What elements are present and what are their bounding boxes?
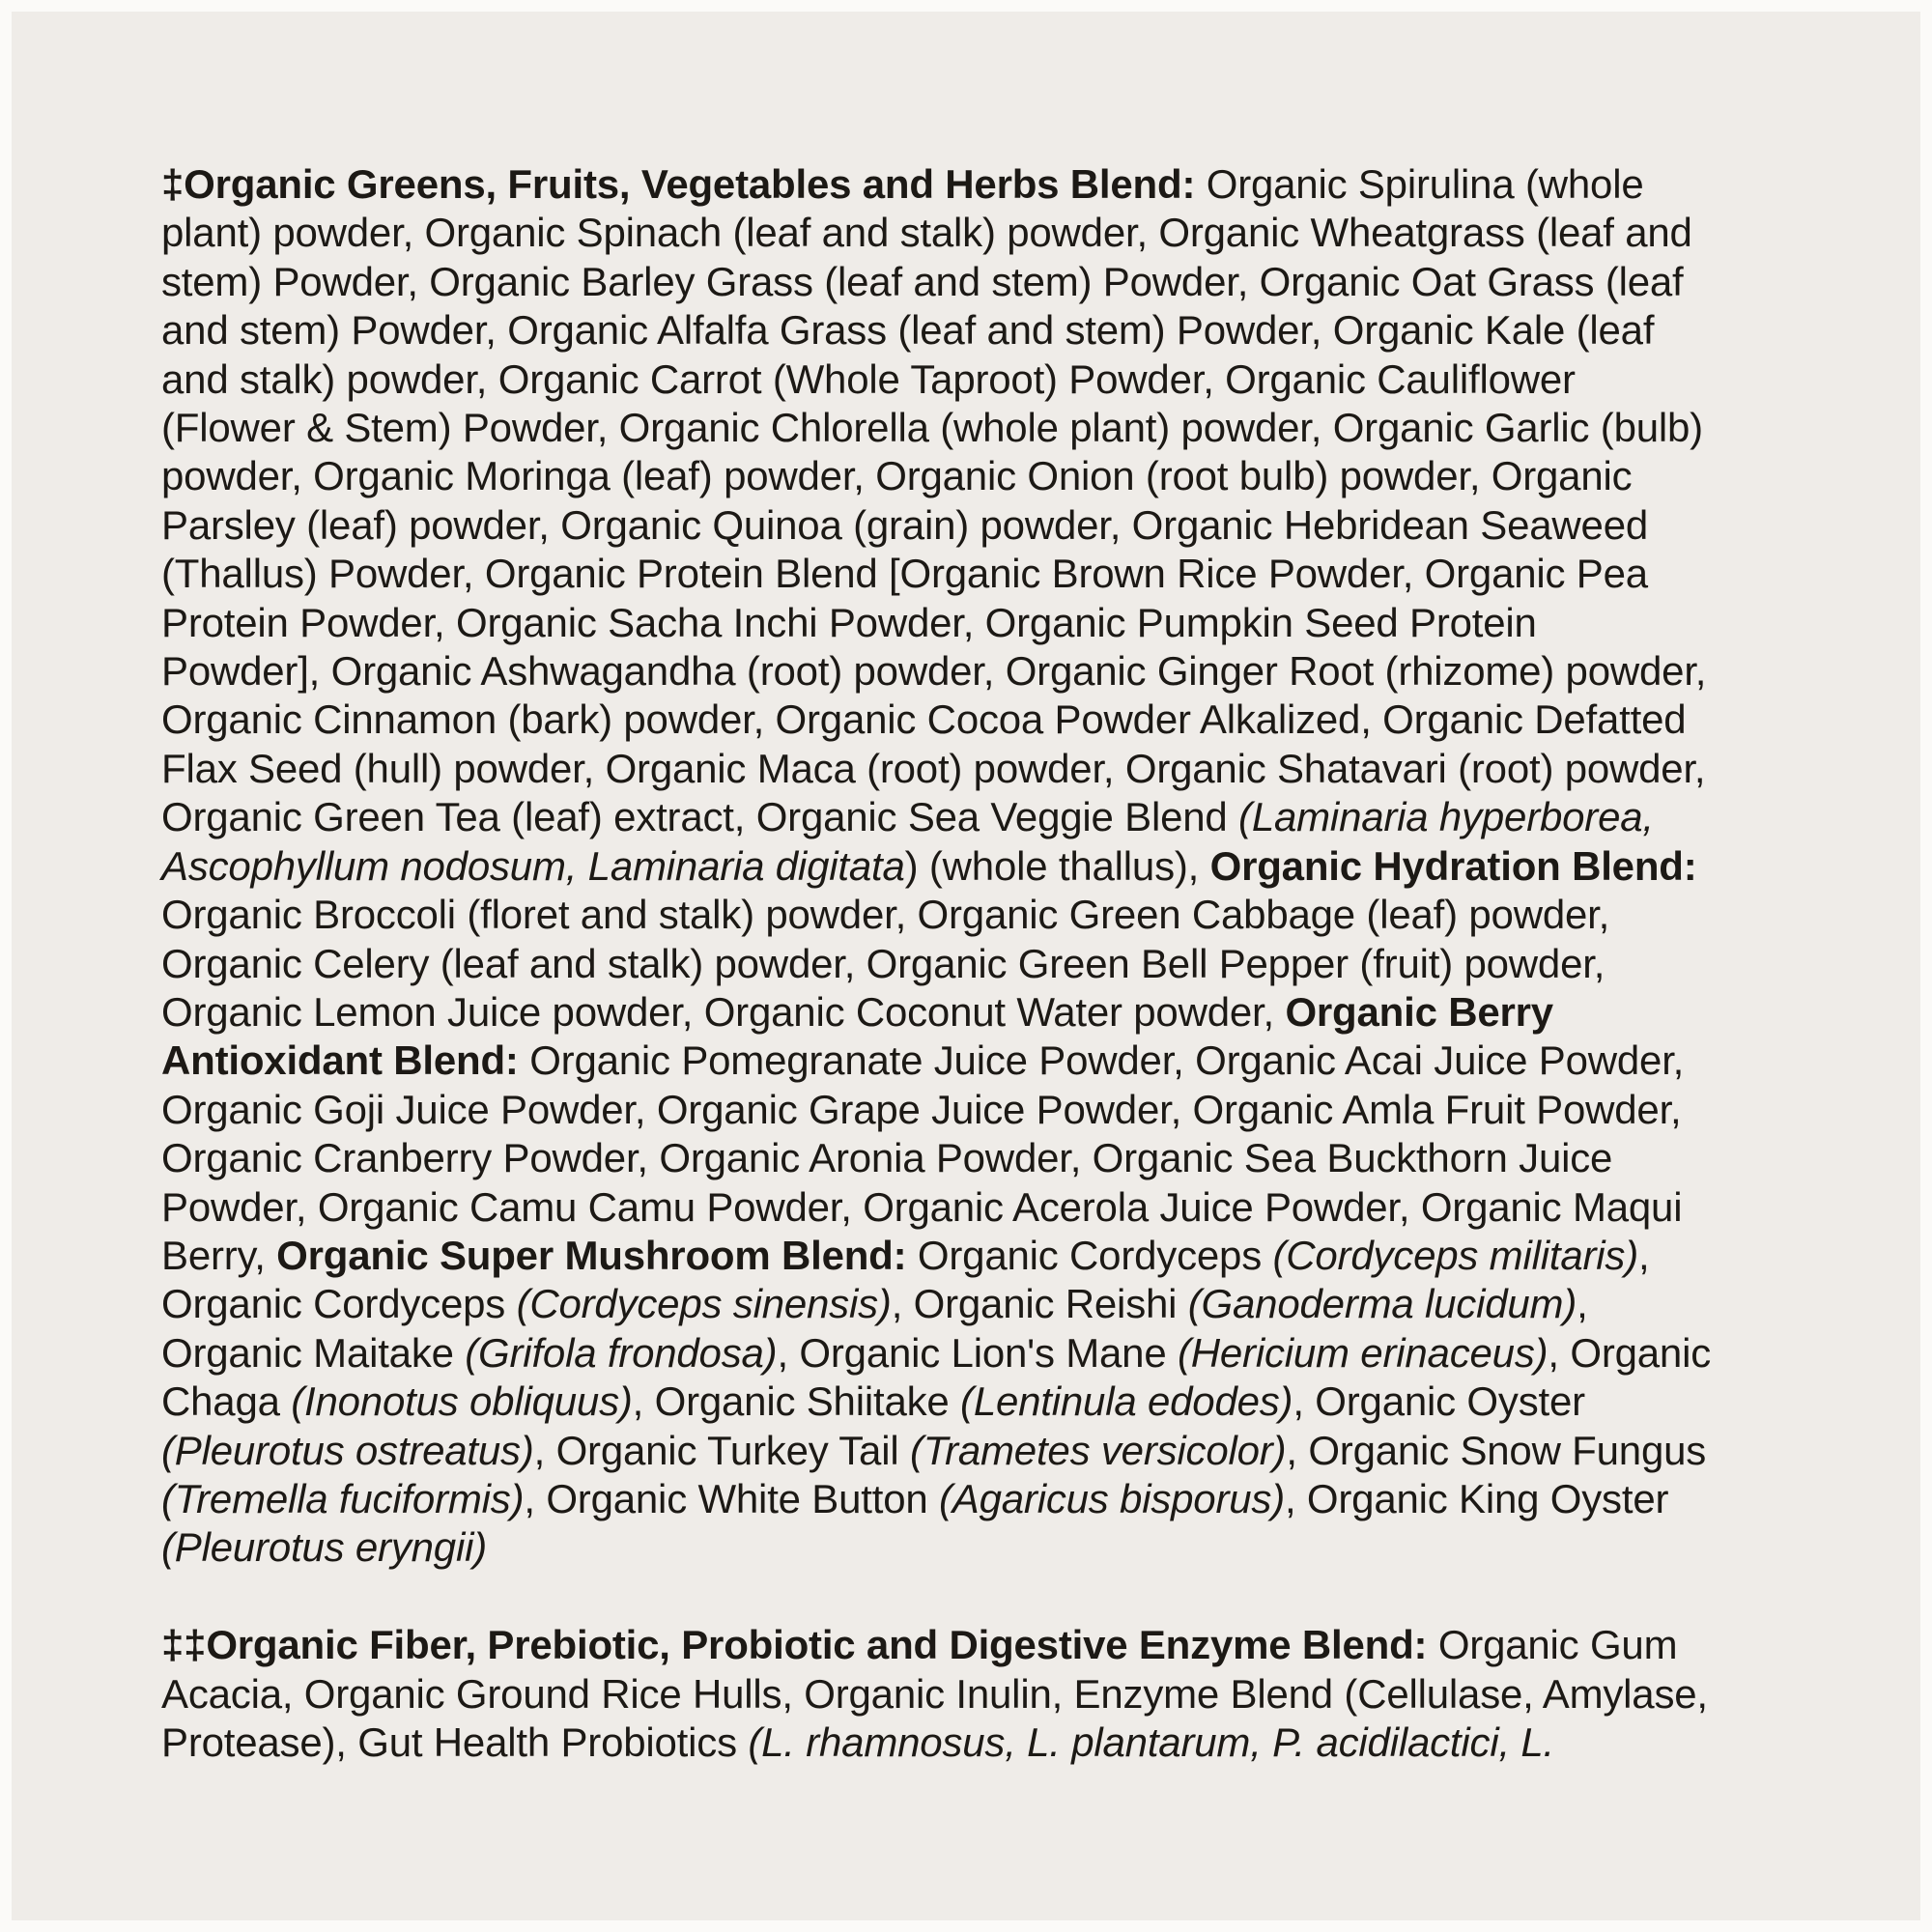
text-segment: ,: [1638, 1232, 1650, 1278]
greens-fruits-vegetables-herbs-blend: [161, 160, 1861, 1573]
text-line: [161, 1329, 1861, 1378]
text-segment: (Agaricus bisporus): [938, 1475, 1285, 1521]
text-segment: (Ganoderma lucidum): [1187, 1281, 1577, 1327]
text-line: [161, 501, 1861, 550]
text-segment: stem) Powder, Organic Barley Grass (leaf and stem) Powder, Organic Oat Grass (leaf: [161, 258, 1684, 304]
text-segment: Organic Cordyceps: [161, 1281, 517, 1327]
text-segment: Powder], Organic Ashwagandha (root) powder, Organic Ginger Root (rhizome) powder,: [161, 648, 1707, 695]
text-segment: ‡Organic Greens, Fruits, Vegetables and Herbs Blend:: [161, 161, 1196, 207]
text-segment: Parsley (leaf) powder, Organic Quinoa (grain) powder, Organic Hebridean Seaweed: [161, 501, 1649, 548]
text-segment: , Organic White Button: [524, 1475, 939, 1521]
text-segment: , Organic Turkey Tail: [533, 1427, 910, 1473]
text-line: [161, 1183, 1861, 1232]
text-line: [161, 988, 1861, 1037]
text-segment: Organic Broccoli (floret and stalk) powder, Organic Green Cabbage (leaf) powder,: [161, 892, 1610, 938]
text-line: [161, 1086, 1861, 1134]
text-segment: (Inonotus obliquus): [291, 1378, 633, 1425]
ingredients-text: [161, 160, 1861, 1767]
text-line: [161, 1621, 1861, 1669]
text-segment: Antioxidant Blend:: [161, 1037, 519, 1084]
text-segment: (Trametes versicolor): [909, 1427, 1287, 1473]
text-segment: , Organic Shiitake: [632, 1378, 961, 1425]
text-line: [161, 940, 1861, 988]
text-segment: Flax Seed (hull) powder, Organic Maca (root) powder, Organic Shatavari (root) powder,: [161, 745, 1706, 791]
text-segment: , Organic Reishi: [891, 1281, 1188, 1327]
text-segment: plant) powder, Organic Spinach (leaf and stalk) powder, Organic Wheatgrass (leaf and: [161, 210, 1692, 256]
text-segment: ‡‡Organic Fiber, Prebiotic, Probiotic and Digestive Enzyme Blend:: [161, 1622, 1428, 1668]
text-segment: Organic Berry: [1285, 988, 1553, 1035]
text-line: [161, 404, 1861, 452]
text-line: [161, 842, 1861, 891]
text-segment: Ascophyllum nodosum, Laminaria digitata: [161, 842, 905, 889]
text-line: [161, 696, 1861, 744]
text-line: [161, 306, 1861, 355]
text-segment: , Organic Snow Fungus: [1286, 1427, 1707, 1473]
label-panel: [12, 12, 1920, 1920]
text-segment: Organic Green Tea (leaf) extract, Organic Sea Veggie Blend: [161, 794, 1239, 840]
text-segment: Chaga: [161, 1378, 292, 1425]
text-segment: (Cordyceps militaris): [1272, 1232, 1638, 1278]
text-segment: Organic Spirulina (whole: [1195, 161, 1644, 207]
text-segment: Protease), Gut Health Probiotics: [161, 1719, 749, 1765]
text-segment: Organic Super Mushroom Blend:: [276, 1232, 907, 1278]
text-segment: (Hericium erinaceus): [1177, 1329, 1548, 1376]
text-line: [161, 1378, 1861, 1426]
text-line: [161, 1670, 1861, 1719]
text-segment: (Lentinula edodes): [960, 1378, 1293, 1425]
text-segment: Organic Pomegranate Juice Powder, Organic Acai Juice Powder,: [518, 1037, 1685, 1084]
text-line: [161, 1280, 1861, 1328]
text-segment: (Tremella fuciformis): [161, 1475, 525, 1521]
text-segment: Organic Cordyceps: [906, 1232, 1273, 1278]
text-segment: ,: [1577, 1281, 1588, 1327]
text-segment: (Cordyceps sinensis): [516, 1281, 892, 1327]
text-segment: and stalk) powder, Organic Carrot (Whole Taproot) Powder, Organic Cauliflower: [161, 355, 1576, 402]
text-segment: Organic Cinnamon (bark) powder, Organic Cocoa Powder Alkalized, Organic Defatted: [161, 696, 1687, 743]
text-segment: Organic Goji Juice Powder, Organic Grape Juice Powder, Organic Amla Fruit Powder,: [161, 1086, 1682, 1132]
text-segment: (Flower & Stem) Powder, Organic Chlorella (whole plant) powder, Organic Garlic (bulb): [161, 405, 1703, 451]
text-segment: ) (whole thallus),: [904, 842, 1210, 889]
text-line: [161, 452, 1861, 500]
text-segment: , Organic: [1548, 1329, 1712, 1376]
text-line: [161, 1232, 1861, 1280]
text-segment: (Pleurotus ostreatus): [161, 1427, 534, 1473]
text-segment: Berry,: [161, 1232, 277, 1278]
fiber-prebiotic-probiotic-enzyme-blend: [161, 1621, 1861, 1767]
text-line: [161, 355, 1861, 404]
text-segment: (Grifola frondosa): [465, 1329, 778, 1376]
text-line: [161, 1134, 1861, 1182]
text-segment: Organic Celery (leaf and stalk) powder, Organic Green Bell Pepper (fruit) powder,: [161, 940, 1605, 986]
text-line: [161, 891, 1861, 939]
text-segment: Organic Gum: [1427, 1622, 1678, 1668]
text-segment: Powder, Organic Camu Camu Powder, Organic Acerola Juice Powder, Organic Maqui: [161, 1183, 1683, 1230]
text-segment: (Thallus) Powder, Organic Protein Blend [Organic Brown Rice Powder, Organic Pea: [161, 551, 1648, 597]
text-line: [161, 160, 1861, 209]
text-line: [161, 1037, 1861, 1085]
text-segment: Organic Cranberry Powder, Organic Aronia Powder, Organic Sea Buckthorn Juice: [161, 1135, 1613, 1181]
text-segment: , Organic Oyster: [1293, 1378, 1585, 1425]
text-line: [161, 258, 1861, 306]
text-segment: Organic Maitake: [161, 1329, 466, 1376]
text-segment: , Organic King Oyster: [1284, 1475, 1669, 1521]
text-segment: , Organic Lion's Mane: [777, 1329, 1178, 1376]
text-segment: Organic Lemon Juice powder, Organic Coconut Water powder,: [161, 988, 1286, 1035]
text-line: [161, 599, 1861, 647]
text-segment: powder, Organic Moringa (leaf) powder, Organic Onion (root bulb) powder, Organic: [161, 453, 1633, 499]
text-segment: Protein Powder, Organic Sacha Inchi Powder, Organic Pumpkin Seed Protein: [161, 599, 1537, 645]
text-segment: (Pleurotus eryngii): [161, 1524, 487, 1571]
text-line: [161, 793, 1861, 841]
text-line: [161, 745, 1861, 793]
text-line: [161, 209, 1861, 257]
text-line: [161, 1719, 1861, 1767]
text-line: [161, 647, 1861, 696]
text-line: [161, 1475, 1861, 1523]
text-segment: Acacia, Organic Ground Rice Hulls, Organic Inulin, Enzyme Blend (Cellulase, Amylase,: [161, 1670, 1708, 1717]
text-line: [161, 1523, 1861, 1572]
text-segment: (Laminaria hyperborea,: [1238, 794, 1654, 840]
text-segment: and stem) Powder, Organic Alfalfa Grass (leaf and stem) Powder, Organic Kale (leaf: [161, 307, 1655, 354]
text-segment: Organic Hydration Blend:: [1209, 842, 1697, 889]
text-line: [161, 1427, 1861, 1475]
text-segment: (L. rhamnosus, L. plantarum, P. acidilactici, L.: [748, 1719, 1555, 1765]
text-line: [161, 550, 1861, 598]
